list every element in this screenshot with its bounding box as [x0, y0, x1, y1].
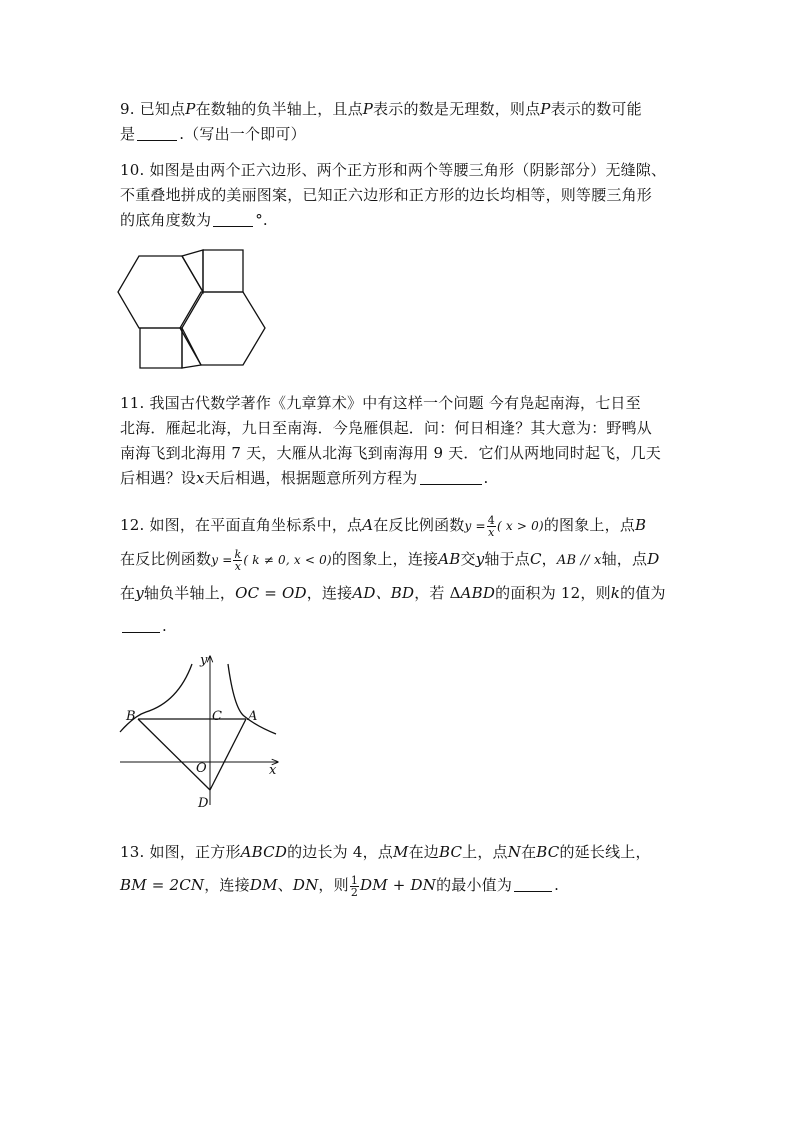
- label-O: O: [196, 761, 207, 776]
- hexagon-right: [180, 292, 265, 365]
- q9-line-1: 9. 已知点P在数轴的负半轴上，且点P表示的数是无理数，则点P表示的数可能: [120, 100, 642, 118]
- hexagon-left: [118, 256, 203, 328]
- answer-blank: [420, 468, 482, 485]
- q9-number: 9.: [120, 100, 135, 118]
- square-bottom: [140, 328, 182, 368]
- fraction-one-half: $\frac{1}{2}$: [350, 873, 359, 899]
- label-D: D: [198, 796, 209, 811]
- segment-AD: [210, 719, 246, 790]
- question-10: 10. 如图是由两个正六边形、两个正方形和两个等腰三角形（阴影部分）无缝隙、 不重叠地拼成的美丽图案，已知正六边形和正方形的边长均相等，则等腰三角形 的底角度数为 °.: [120, 161, 667, 229]
- question-11: 11. 我国古代数学著作《九章算术》中有这样一个问题 今有凫起南海，七日至 北海．雁起北海，九日至南海．今凫雁俱起．问：何日相逢？其大意为：野鸭从 南海飞到北海用 7 天，大雁从北海飞到南海用 9 天．它们从两地同时起飞，几天 后相遇？设x天后相遇，根据题意所列方程为 .: [120, 394, 661, 487]
- figure-hexagon-pattern: [112, 244, 292, 384]
- answer-blank: [213, 210, 253, 227]
- label-y: y: [200, 653, 208, 668]
- q10-number: 10.: [120, 161, 145, 179]
- label-C: C: [212, 709, 222, 724]
- question-9: [120, 97, 680, 147]
- answer-blank: [514, 875, 552, 892]
- question-13: 13. 如图，正方形ABCD的边长为 4，点M在边BC上，点N在BC的延长线上， BM = 2CN，连接DM、DN，则 $\frac{1}{2}$ DM + DN的最小值为 .: [120, 843, 651, 899]
- segment-BD: [138, 719, 210, 790]
- label-B: B: [126, 709, 136, 724]
- fraction-k-over-x: $\frac{k}{x}$: [234, 547, 242, 573]
- square-top: [203, 250, 243, 292]
- question-12: 12. 如图，在平面直角坐标系中，点A在反比例函数y = $\frac{4}{x}$ ( x > 0)的图象上，点B 在反比例函数y = $\frac{k}{x}$ ( k ≠ 0, x < 0)的图象上，连接AB交y轴于点C，AB // x轴，点D 在y轴负半轴上，OC = OD，连接AD、BD，若 ΔABD的面积为 12，则k的值为 .: [120, 513, 666, 635]
- answer-blank: [137, 124, 177, 141]
- answer-blank: [122, 616, 160, 633]
- q11-number: 11.: [120, 394, 145, 412]
- q9-line-2: 是 .（写出一个即可）: [120, 125, 306, 143]
- triangle-top: [182, 250, 203, 292]
- q12-number: 12.: [120, 516, 145, 534]
- label-A: A: [248, 709, 258, 724]
- fraction-4-over-x: $\frac{4}{x}$: [487, 513, 495, 539]
- figure-coordinate-plane: [116, 650, 286, 815]
- label-x: x: [269, 763, 277, 778]
- q13-number: 13.: [120, 843, 145, 861]
